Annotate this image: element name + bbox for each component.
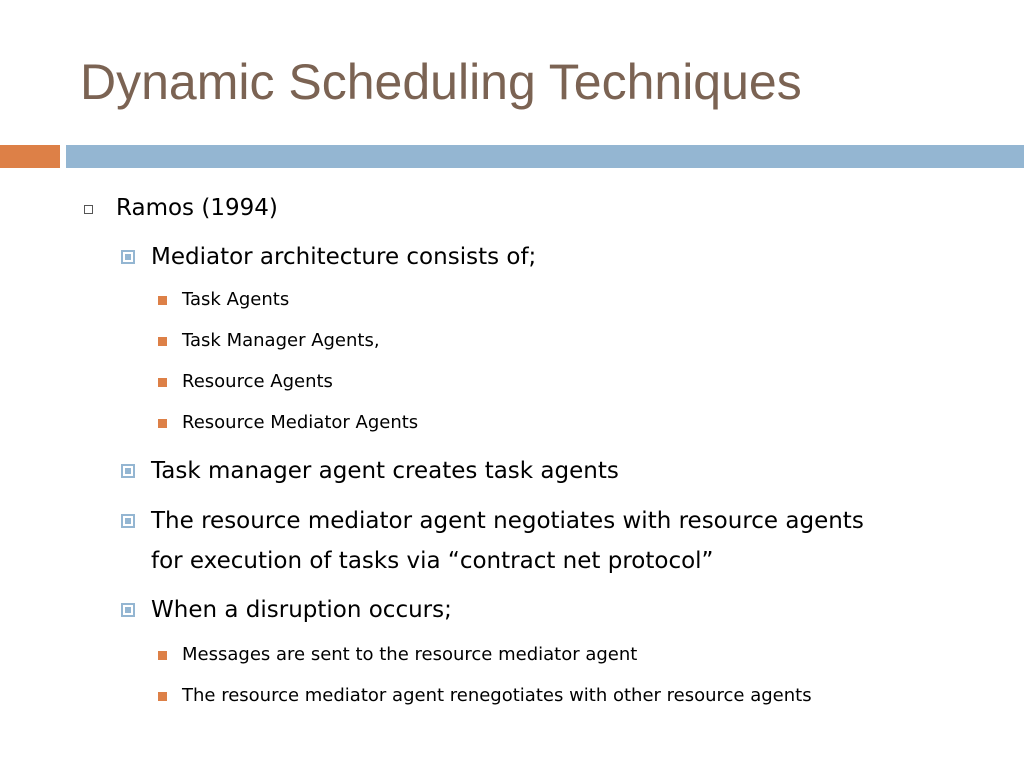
bullet-resource-mediator-line1: The resource mediator agent negotiates with resource agents — [151, 508, 864, 534]
square-bullet-icon — [121, 464, 135, 478]
bullet-agent: Task Agents — [182, 289, 290, 310]
bullet-agent: Resource Mediator Agents — [182, 412, 419, 433]
filled-square-bullet-icon — [158, 651, 167, 660]
bullet-author: Ramos (1994) — [116, 195, 278, 221]
bullet-agent: Task Manager Agents, — [182, 330, 380, 351]
filled-square-bullet-icon — [158, 337, 167, 346]
square-bullet-icon — [121, 603, 135, 617]
filled-square-bullet-icon — [158, 419, 167, 428]
bullet-agent: Resource Agents — [182, 371, 333, 392]
square-bullet-icon — [121, 514, 135, 528]
bullet-task-manager: Task manager agent creates task agents — [151, 458, 619, 484]
filled-square-bullet-icon — [158, 692, 167, 701]
slide-title: Dynamic Scheduling Techniques — [80, 54, 802, 110]
bullet-disruption-item: Messages are sent to the resource mediator agent — [182, 644, 638, 665]
filled-square-bullet-icon — [158, 378, 167, 387]
bullet-disruption: When a disruption occurs; — [151, 597, 452, 623]
title-divider-bar — [66, 145, 1024, 168]
bullet-resource-mediator-line2: for execution of tasks via “contract net protocol” — [151, 548, 714, 574]
bullet-mediator: Mediator architecture consists of; — [151, 244, 537, 270]
filled-square-bullet-icon — [158, 296, 167, 305]
bullet-disruption-item: The resource mediator agent renegotiates with other resource agents — [182, 685, 812, 706]
hollow-square-bullet-icon — [84, 205, 93, 214]
title-accent-bar — [0, 145, 60, 168]
square-bullet-icon — [121, 250, 135, 264]
